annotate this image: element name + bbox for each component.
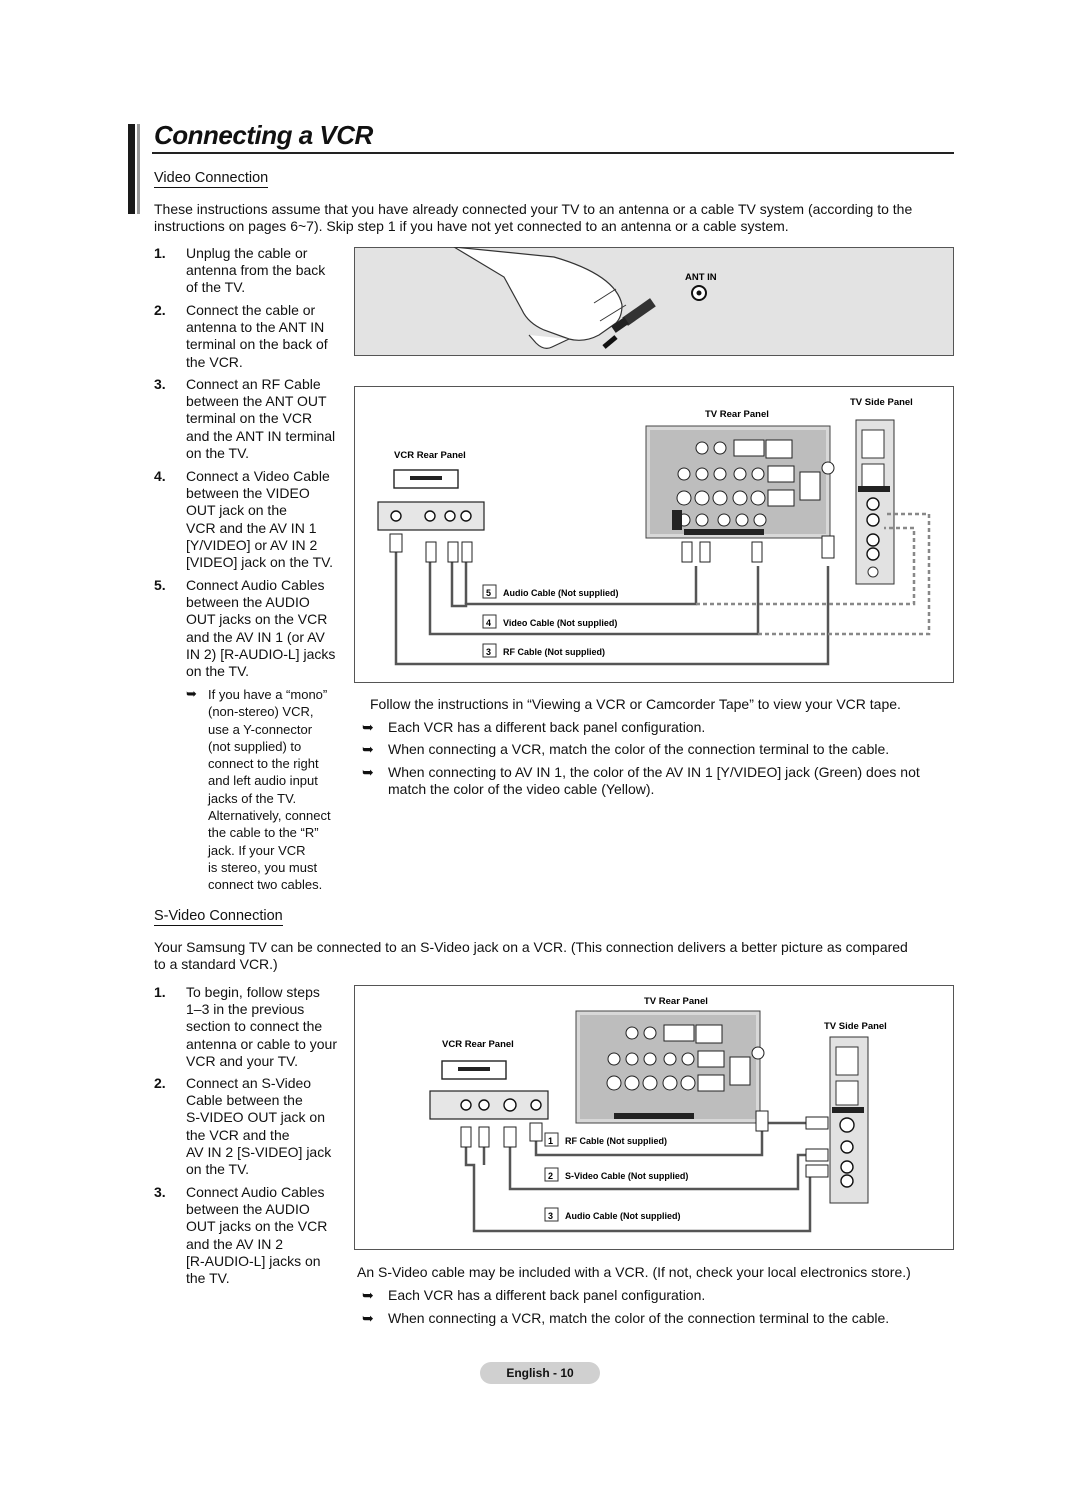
svideo-rf-cable-label: RF Cable (Not supplied) xyxy=(565,1136,667,1146)
page-number-footer: English - 10 xyxy=(480,1362,600,1384)
vcr-rear-panel-label: VCR Rear Panel xyxy=(394,450,466,461)
tv-rear-panel-label: TV Rear Panel xyxy=(705,409,769,420)
video-connection-heading: Video Connection xyxy=(154,170,269,186)
video-intro-line-1: These instructions assume that you have already connected your TV to an antenna or a cable TV system (according to the xyxy=(154,201,913,217)
svideo-intro-line-2: to a standard VCR.) xyxy=(154,956,278,972)
note-arrow-icon: ➥ xyxy=(362,741,374,757)
note-arrow-icon: ➥ xyxy=(362,1310,374,1326)
page-title: Connecting a VCR xyxy=(154,120,373,150)
title-accent-bar xyxy=(128,124,135,214)
cable-3-num: 3 xyxy=(486,647,492,657)
video-intro-line-2: instructions on pages 6~7). Skip step 1 if you have not yet connected to an antenna or a cable system. xyxy=(154,218,789,234)
note-arrow-icon: ➥ xyxy=(186,686,197,701)
rf-cable-label: RF Cable (Not supplied) xyxy=(503,647,605,657)
svideo-audio-cable-label: Audio Cable (Not supplied) xyxy=(565,1211,681,1221)
mono-note: If you have a “mono” (non-stereo) VCR, use a Y-connector (not supplied) to connect to the right and left audio input jacks of the TV. Alternatively, connect the cable to the “R” jack. If your VCR is stereo, you must connect two cables. xyxy=(208,687,331,893)
video-cable-label: Video Cable (Not supplied) xyxy=(503,618,618,628)
svideo-tv-side-panel xyxy=(830,1037,868,1203)
tv-rear-panel xyxy=(646,426,834,538)
svideo-included-text: An S-Video cable may be included with a VCR. (If not, check your local electronics store.) xyxy=(357,1264,911,1280)
audio-cable-label: Audio Cable (Not supplied) xyxy=(503,588,619,598)
ant-in-label: ANT IN xyxy=(685,272,717,283)
title-accent-bar-light xyxy=(137,124,140,214)
note-arrow-icon: ➥ xyxy=(362,719,374,735)
svideo-cable-2-num: 2 xyxy=(548,1171,554,1181)
svideo-tv-rear-label: TV Rear Panel xyxy=(644,996,708,1007)
note-arrow-icon: ➥ xyxy=(362,764,374,780)
tv-side-panel-label: TV Side Panel xyxy=(850,397,913,408)
title-divider xyxy=(152,152,954,154)
svideo-cable-1-num: 1 xyxy=(548,1136,554,1146)
cable-4-num: 4 xyxy=(486,618,492,628)
svideo-connection-heading: S-Video Connection xyxy=(154,908,283,924)
svideo-connection-diagram xyxy=(354,985,954,1250)
svideo-cable-3-num: 3 xyxy=(548,1211,554,1221)
svideo-intro-line-1: Your Samsung TV can be connected to an S-Video jack on a VCR. (This connection delivers a better picture as compared xyxy=(154,939,908,955)
tv-side-panel xyxy=(856,420,894,584)
cable-5-num: 5 xyxy=(486,588,492,598)
svideo-vcr-rear-label: VCR Rear Panel xyxy=(442,1039,514,1050)
video-connection-diagram xyxy=(354,386,954,683)
svideo-cable-label: S-Video Cable (Not supplied) xyxy=(565,1171,689,1181)
note-arrow-icon: ➥ xyxy=(362,1287,374,1303)
svideo-tv-rear-panel xyxy=(576,1011,764,1123)
antenna-unplug-illustration xyxy=(354,247,954,356)
svideo-tv-side-label: TV Side Panel xyxy=(824,1021,887,1032)
follow-instructions-text: Follow the instructions in “Viewing a VCR or Camcorder Tape” to view your VCR tape. xyxy=(370,696,901,712)
